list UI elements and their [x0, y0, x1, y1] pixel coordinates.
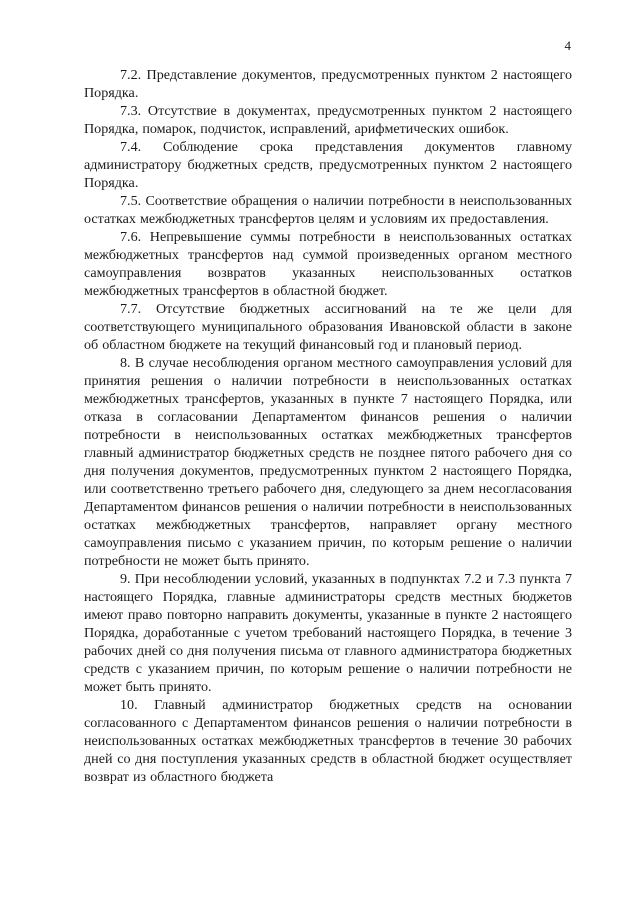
paragraph-9: 9. При несоблюдении условий, указанных в подпунктах 7.2 и 7.3 пункта 7 настоящего Порядка, главные администраторы средств местных бюджетов имеют право повторно направить документы, указанные в пункте 2 настоящего Порядка, доработанные с учетом требований настоящего Порядка, в течение 3 рабочих дней со дня получения письма от главного администратора бюджетных средств с указанием причин, по которым решение о наличии потребности не может быть принято.: [84, 571, 572, 695]
page-number: 4: [564, 38, 571, 53]
paragraph-7-6: 7.6. Непревышение суммы потребности в неиспользованных остатках межбюджетных трансфертов над суммой произведенных органом местного самоуправления возвратов указанных неиспользованных остатков межбюджетных трансфертов в областной бюджет.: [84, 229, 572, 299]
paragraph-7-4: 7.4. Соблюдение срока представления документов главному администратору бюджетных средств, предусмотренных пунктом 2 настоящего Порядка.: [84, 139, 572, 191]
paragraph-10: 10. Главный администратор бюджетных средств на основании согласованного с Департаментом финансов решения о наличии потребности в неиспользованных остатках межбюджетных трансфертов в течение 30 рабочих дней со дня поступления указанных средств в областной бюджет осуществляет возврат из областного бюджета: [84, 697, 572, 785]
paragraph-8: 8. В случае несоблюдения органом местного самоуправления условий для принятия решения о наличии потребности в неиспользованных остатках межбюджетных трансфертов, указанных в пункте 7 настоящего Порядка, или отказа в согласовании Департаментом финансов решения о наличии потребности в неиспользованных остатках межбюджетных трансфертов главный администратор бюджетных средств не позднее пятого рабочего дня со дня получения документов, предусмотренных пунктом 2 настоящего Порядка, или соответственно третьего рабочего дня, следующего за днем несогласования Департаментом финансов решения о наличии потребности в неиспользованных остатках межбюджетных трансфертов, направляет органу местного самоуправления письмо с указанием причин, по которым решение о наличии потребности не может быть принято.: [84, 355, 572, 569]
paragraph-7-7: 7.7. Отсутствие бюджетных ассигнований на те же цели для соответствующего муниципального образования Ивановской области в законе об областном бюджете на текущий финансовый год и плановый период.: [84, 301, 572, 353]
paragraph-7-3: 7.3. Отсутствие в документах, предусмотренных пунктом 2 настоящего Порядка, помарок, подчисток, исправлений, арифметических ошибок.: [84, 103, 572, 137]
paragraph-7-5: 7.5. Соответствие обращения о наличии потребности в неиспользованных остатках межбюджетных трансфертов целям и условиям их предоставления.: [84, 193, 572, 227]
document-body: [84, 66, 572, 786]
paragraph-7-2: 7.2. Представление документов, предусмотренных пунктом 2 настоящего Порядка.: [84, 67, 572, 101]
